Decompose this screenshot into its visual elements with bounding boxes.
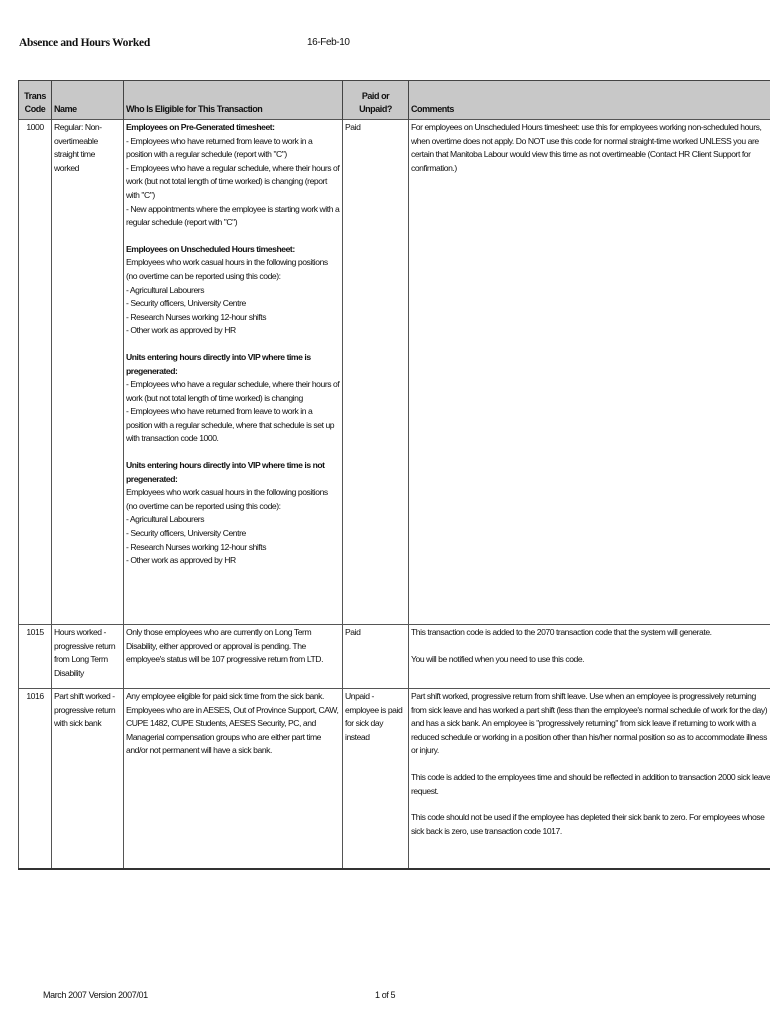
trans-code-cell: 1016 [19,689,52,869]
table-row [19,120,770,625]
report-title: Absence and Hours Worked [19,37,150,49]
page-number: 1 of 5 [375,990,396,1000]
comments-cell: Part shift worked, progressive return from shift leave. Use when an employee is progressively returning from sick leave and has worked a part shift (less than the employee's normal schedule of work for the day) and has a sick bank. An employee is "progressively returning" from sick leave if returning to work with a reduced schedule or working in a position other than his/her normal position so as to accommodate illness or injury. This code is added to the employees time and should be reflected in addition to transaction 2000 sick leave request. This code should not be used if the employee has depleted their sick bank to zero. For employees whose sick back is zero, use transaction code 1017. [409,689,770,869]
trans-code-cell: 1000 [19,120,52,625]
who-eligible-cell: Employees on Pre-Generated timesheet: - Employees who have returned from leave to work in a position with a regular schedule (report with "C") - Employees who have a regular schedule, where their hours of work (but not total length of time worked) is changing (report with "C") - New appointments where the employee is starting work with a regular schedule (report with "C") Employees on Unscheduled Hours timesheet: Employees who work casual hours in the following positions (no overtime can be reported using this code): - Agricultural Labourers - Security officers, University Centre - Research Nurses working 12-hour shifts - Other work as approved by HR Units entering hours directly into VIP where time is pregenerated: - Employees who have a regular schedule, where their hours of work (but not total length of time worked) is changing - Employees who have returned from leave to work in a position with a regular schedule, where that schedule is set up with transaction code 1000. Units entering hours directly into VIP where time is not pregenerated: Employees who work casual hours in the following positions (no overtime can be reported using this code): - Agricultural Labourers - Security officers, University Centre - Research Nurses working 12-hour shifts - Other work as approved by HR [124,120,343,625]
table-row [19,625,770,689]
header-who-eligible: Who Is Eligible for This Transaction [124,81,343,120]
who-eligible-cell: Only those employees who are currently on Long Term Disability, either approved or approval is pending. The employee's status will be 107 progressive return from LTD. [124,625,343,689]
comments-cell: For employees on Unscheduled Hours timesheet: use this for employees working non-scheduled hours, when overtime does not apply. Do NOT use this code for normal straight-time worked UNLESS you are certain that Manitoba Labour would view this time as not overtimeable (Contact HR Client Support for confirmation.) [409,120,770,625]
trans-code-cell: 1015 [19,625,52,689]
header-name: Name [52,81,124,120]
table-header-row [19,81,770,120]
paid-cell: Paid [343,120,409,625]
report-date: 16-Feb-10 [307,37,350,48]
name-cell: Hours worked - progressive return from Long Term Disability [52,625,124,689]
name-cell: Part shift worked - progressive return with sick bank [52,689,124,869]
header-trans-code: Trans Code [19,81,52,120]
who-eligible-cell: Any employee eligible for paid sick time from the sick bank. Employees who are in AESES, Out of Province Support, CAW, CUPE 1482, CUPE Students, AESES Security, PC, and Managerial compensation groups who are either part time and/or not permanent will have a sick bank. [124,689,343,869]
name-cell: Regular: Non-overtimeable straight time worked [52,120,124,625]
header-paid-unpaid: Paid or Unpaid? [343,81,409,120]
table-row [19,689,770,869]
header-comments: Comments [409,81,770,120]
paid-cell: Unpaid - employee is paid for sick day instead [343,689,409,869]
footer-version: March 2007 Version 2007/01 [43,990,148,1000]
paid-cell: Paid [343,625,409,689]
comments-cell: This transaction code is added to the 2070 transaction code that the system will generate. You will be notified when you need to use this code. [409,625,770,689]
transaction-table [18,80,770,870]
